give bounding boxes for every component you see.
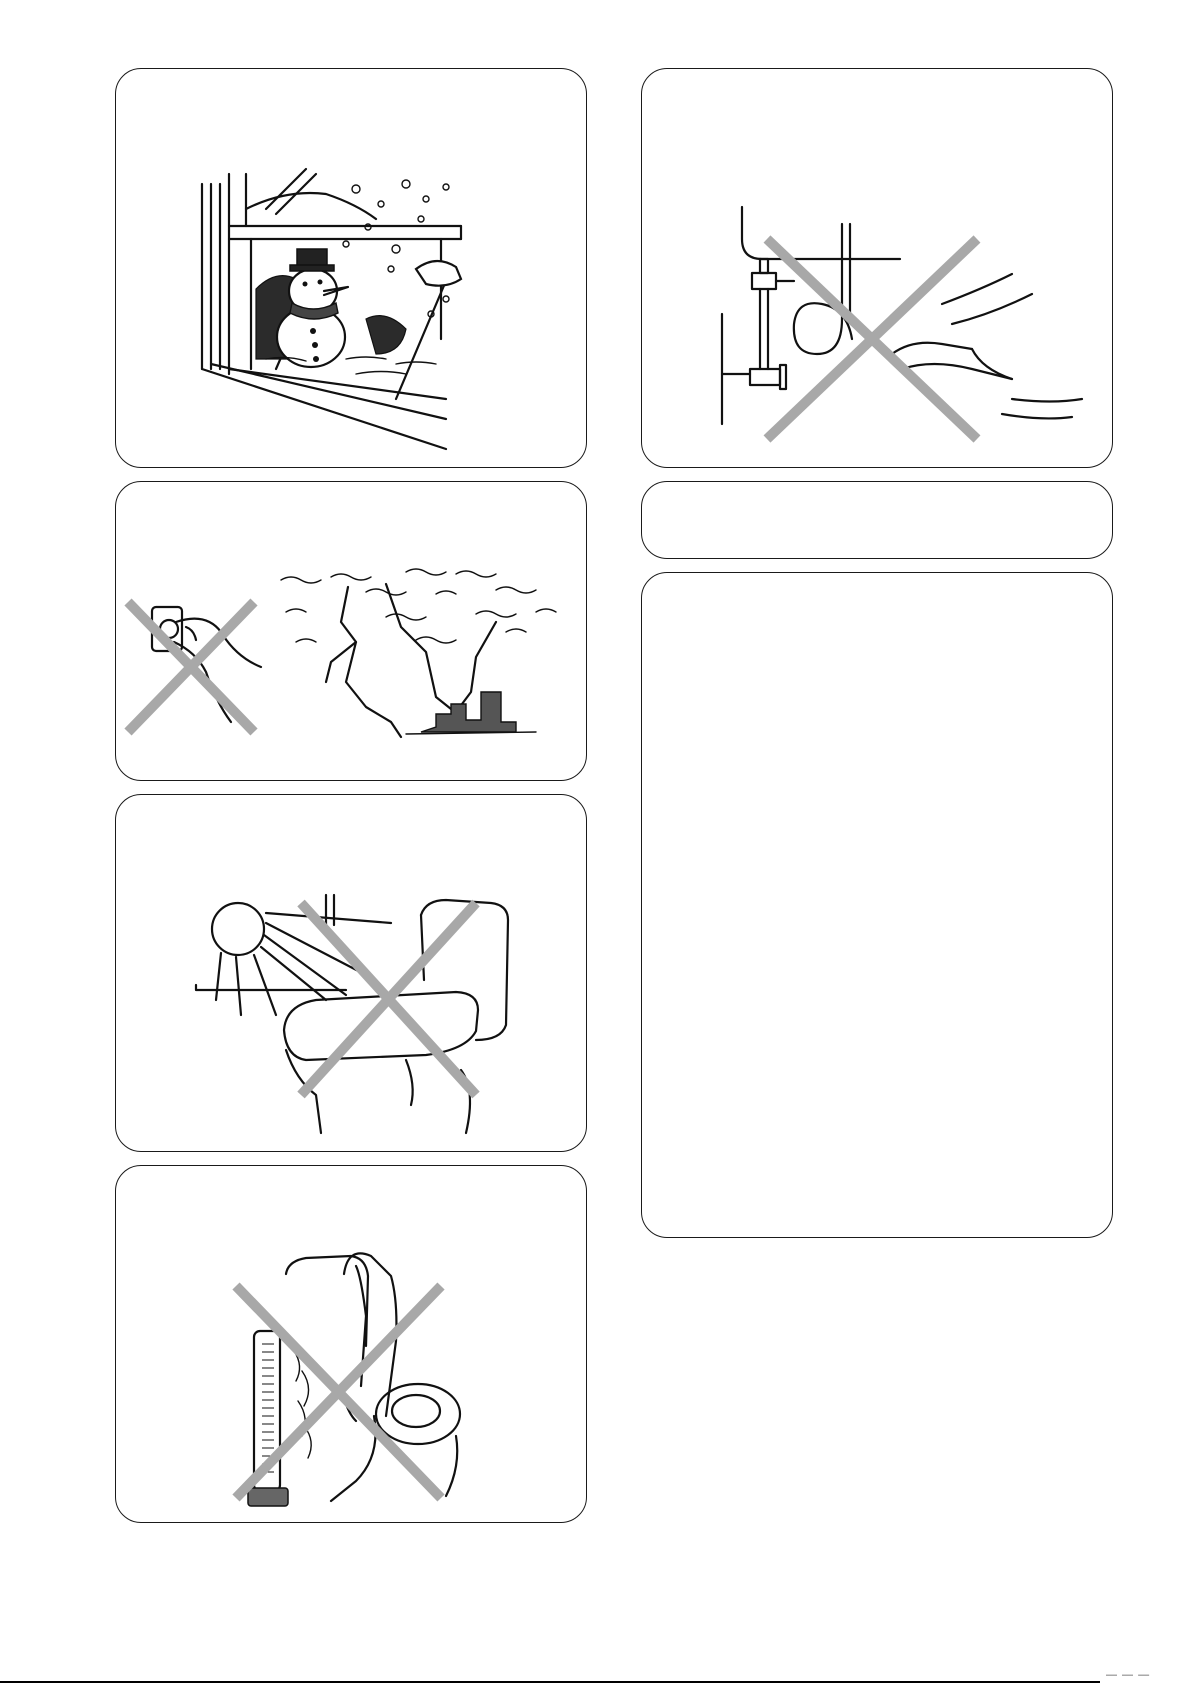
panel-freezing-window xyxy=(115,68,587,468)
panel-hose-kick xyxy=(641,68,1113,468)
sunlight-toilet-illustration xyxy=(116,795,587,1152)
panel-lightning-unplug xyxy=(115,481,587,781)
hose-kick-illustration xyxy=(642,69,1113,468)
panel-empty-notice xyxy=(641,481,1113,559)
panel-blank-text xyxy=(641,572,1113,1238)
footer-rule xyxy=(0,1681,1100,1683)
footer-mark: — — — xyxy=(1106,1669,1151,1681)
heater-toilet-illustration xyxy=(116,1166,587,1523)
snowman-window-illustration xyxy=(116,69,587,468)
panel-heater xyxy=(115,1165,587,1523)
panel-sunlight xyxy=(115,794,587,1152)
lightning-storm-illustration xyxy=(116,482,587,781)
